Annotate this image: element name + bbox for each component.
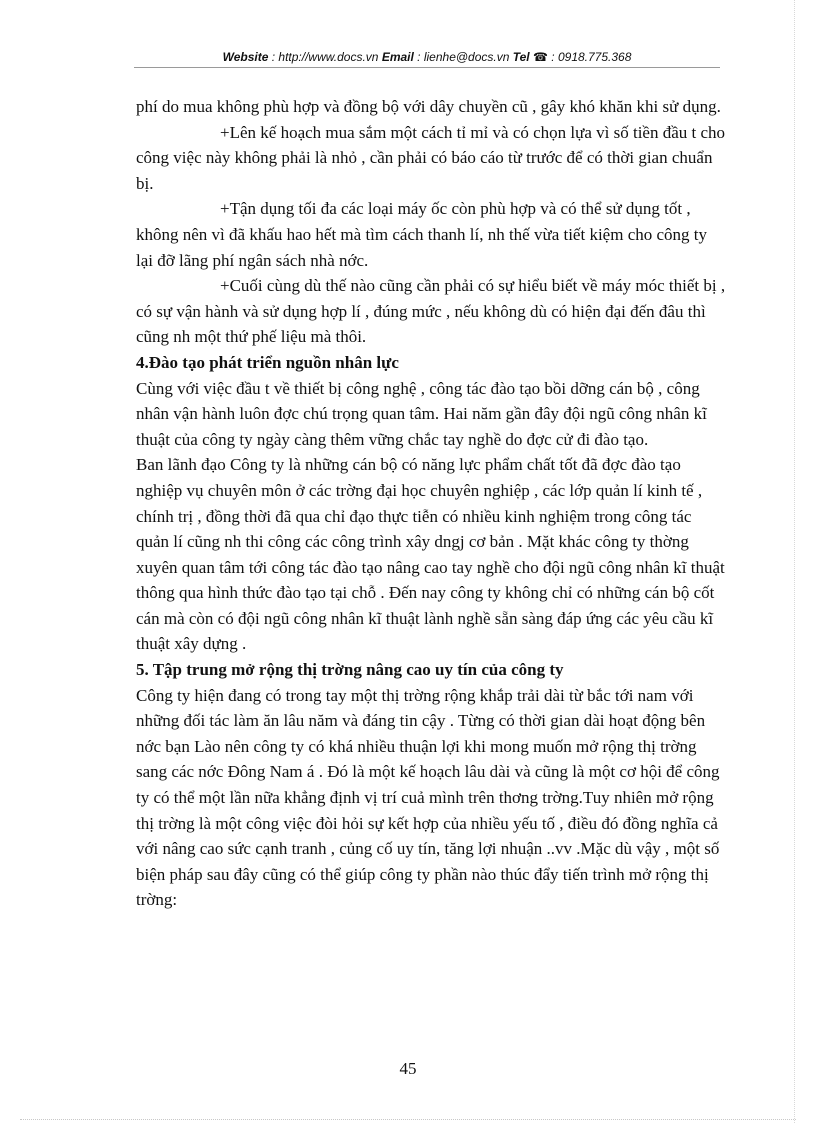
website-value: : http://www.docs.vn [271,50,379,64]
page-number: 45 [399,1059,417,1078]
paragraph-bullet-understanding: +Cuối cùng dù thế nào cũng cần phải có sự hiểu biết về máy móc thiết bị , có sự vận hành và sử dụng hợp lí , đúng mức , nếu không dù có hiện đại đến đâu thì cũng nh một thứ phế liệu mà thôi. [136,276,726,347]
page-header [134,48,720,66]
paragraph-training-intro: Cùng với việc đầu t về thiết bị công nghệ , công tác đào tạo bồi dỡng cán bộ , công nhân vận hành luôn đợc chú trọng quan tâm. Hai năm gần đây đội ngũ công nhân kĩ thuật của công ty ngày càng thêm vững chắc tay nghề do đợc cử đi đào tạo. [136,378,707,449]
paragraph-market: Công ty hiện đang có trong tay một thị trờng rộng khắp trải dài từ bắc tới nam với những đối tác làm ăn lâu năm và đáng tin cậy . Từng có thời gian dài hoạt động bên nớc bạn Lào nên công ty có khá nhiều thuận lợi khi mong muốn mở rộng thị trờng sang các nớc Đông Nam á . Đó là một kế hoạch lâu dài và cũng là một cơ hội để công ty có thể một lần nữa khẳng định vị trí cuả mình trên thơng trờng.Tuy nhiên mở rộng thị trờng là một công việc đòi hỏi sự kết hợp của nhiều yếu tố , điều đó đồng nghĩa cả với nâng cao sức cạnh tranh , củng cố uy tín, tăng lợi nhuận ..vv .Mặc dù vậy , một số biện pháp sau đây cũng có thể giúp công ty phần nào thúc đẩy tiến trình mở rộng thị trờng: [136,685,720,910]
website-label: Website [222,50,269,64]
section-heading-4: 4.Đào tạo phát triển nguồn nhân lực [136,352,399,372]
phone-icon: ☎ [533,50,548,64]
footer-divider [20,1119,796,1120]
paragraph-leadership: Ban lãnh đạo Công ty là những cán bộ có năng lực phẩm chất tốt đã đợc đào tạo nghiệp vụ chuyên môn ở các trờng đại học chuyên nghiệp , các lớp quản lí kinh tế , chính trị , đồng thời đã qua chỉ đạo thực tiễn có nhiều kinh nghiệm trong công tác quản lí cũng nh thi công các công trình xây dngj cơ bản . Mặt khác công ty thờng xuyên quan tâm tới công tác đào tạo nâng cao tay nghề cho đội ngũ công nhân kĩ thuật thông qua hình thức đào tạo tại chỗ . Đến nay công ty không chỉ có những cán bộ cốt cán mà còn có đội ngũ công nhân kĩ thuật lành nghề sẵn sàng đáp ứng các yêu cầu kĩ thuật xây dựng . [136,455,725,654]
section-heading-5: 5. Tập trung mở rộng thị trờng nâng cao uy tín của công ty [136,660,564,680]
tel-label: Tel [512,50,530,64]
paragraph-bullet-reuse: +Tận dụng tối đa các loại máy ốc còn phù hợp và có thể sử dụng tốt , không nên vì đã khấu hao hết mà tìm cách thanh lí, nh thế vừa tiết kiệm cho công ty lại đỡ lãng phí ngân sách nhà nớc. [136,199,708,270]
tel-value: : 0918.775.368 [551,50,632,64]
email-value: : lienhe@docs.vn [417,50,510,64]
paragraph-continuation: phí do mua không phù hợp và đồng bộ với dây chuyền cũ , gây khó khăn khi sử dụng. [136,97,721,116]
header-divider [134,67,720,68]
email-label: Email [381,50,414,64]
paragraph-bullet-planning: +Lên kế hoạch mua sắm một cách tỉ mỉ và có chọn lựa vì số tiền đầu t cho công việc này không phải là nhỏ , cần phải có báo cáo từ trước để có thời gian chuẩn bị. [136,122,726,193]
margin-guide [794,0,795,1123]
document-body [136,94,726,913]
